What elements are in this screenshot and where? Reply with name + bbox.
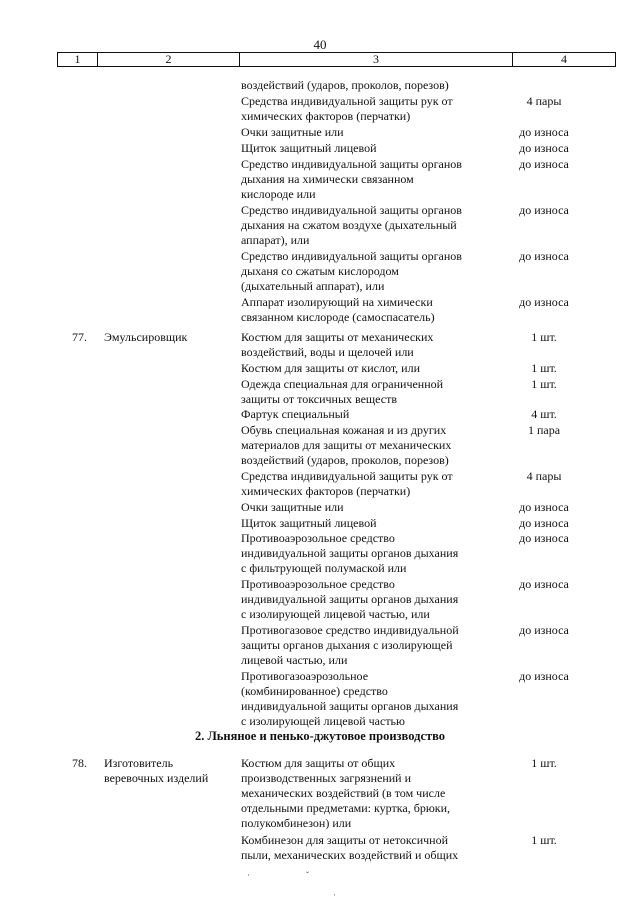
item-name-line: Очки защитные или [241, 125, 344, 139]
item-name [241, 157, 491, 202]
item-name-line: воздействий (ударов, проколов, порезов) [241, 453, 449, 468]
item-name-line: с изолирующей лицевой частью, или [241, 607, 430, 622]
issue-norm: 4 пары [526, 468, 562, 483]
item-name-line: производственных загрязнений и [241, 771, 412, 785]
scan-speck: · [333, 890, 336, 900]
item-name-line: индивидуальной защиты органов дыхания [241, 546, 459, 561]
item-name-line: Костюм для защиты от общих [241, 756, 396, 770]
item-name [241, 125, 491, 140]
issue-norm: до износа [519, 668, 569, 683]
list-item [241, 516, 601, 531]
item-name [241, 833, 491, 863]
item-name-line: с фильтрующей полумаской или [241, 561, 407, 576]
item-name-line: (дыхательный аппарат), или [241, 279, 385, 293]
item-name-line: лицевой частью, или [241, 652, 348, 667]
item-name-line: Щиток защитный лицевой [241, 141, 377, 155]
list-item [241, 531, 601, 576]
item-name-line: Комбинезон для защиты от нетоксичной [241, 832, 449, 847]
column-header-row [57, 52, 616, 67]
item-name-line: механических воздействий (в том числе [241, 786, 446, 800]
item-name [241, 623, 491, 668]
item-name [241, 407, 491, 422]
item-name [241, 669, 491, 729]
item-name-line: Очки защитные или [241, 499, 344, 514]
issue-norm: 1 шт. [531, 832, 557, 847]
item-name-line: Средство индивидуальной защиты органов [241, 249, 462, 263]
list-item [241, 577, 601, 622]
list-item [241, 669, 601, 729]
item-name [241, 756, 491, 831]
list-item [241, 249, 601, 294]
item-name-line: отдельными предметами: куртка, брюки, [241, 801, 451, 815]
item-name-line: химических факторов (перчатки) [241, 483, 411, 498]
protective-items [241, 756, 601, 864]
profession-name [104, 330, 234, 345]
profession-line: веревочных изделий [104, 771, 209, 785]
list-item [241, 500, 601, 515]
item-name [241, 249, 491, 294]
list-item [241, 407, 601, 422]
issue-norm: до износа [519, 577, 569, 592]
item-name-line: кислороде или [241, 187, 316, 201]
item-name-line: химических факторов (перчатки) [241, 109, 411, 123]
list-item [241, 94, 601, 124]
item-name [241, 203, 491, 248]
list-item [241, 623, 601, 668]
scan-speck: · [247, 870, 250, 880]
list-item [241, 330, 601, 360]
item-name-line: воздействий (ударов, проколов, порезов) [241, 78, 449, 92]
issue-norm: до износа [519, 141, 569, 155]
issue-norm: до износа [519, 499, 569, 514]
item-name [241, 330, 491, 360]
column-header-4: 4 [513, 53, 616, 67]
issue-norm: 1 пара [527, 423, 561, 438]
item-name [241, 469, 491, 499]
item-name [241, 531, 491, 576]
item-name [241, 577, 491, 622]
item-name-line: связанном кислороде (самоспасатель) [241, 310, 435, 324]
item-name-line: Средства индивидуальной защиты рук от [241, 94, 453, 108]
list-item [241, 78, 601, 93]
item-name-line: Обувь специальная кожаная и из других [241, 423, 447, 438]
list-item [241, 295, 601, 325]
list-item [241, 423, 601, 468]
item-name-line: Одежда специальная для ограниченной [241, 376, 444, 391]
item-name-line: дыхания на сжатом воздухе (дыхательный [241, 218, 457, 232]
item-name-line: дыханя со сжатым кислородом [241, 264, 399, 278]
item-name-line: Противогазовое средство индивидуальной [241, 622, 459, 637]
item-name-line: Аппарат изолирующий на химически [241, 295, 433, 309]
row-number: 77. [72, 330, 87, 344]
list-item [241, 125, 601, 140]
item-name [241, 423, 491, 468]
list-item [241, 157, 601, 202]
item-name-line: пыли, механических воздействий и общих [241, 847, 459, 862]
section-heading: 2. Льняное и пенько-джутовое производство [194, 729, 446, 743]
item-name-line: Костюм для защиты от кислот, или [241, 360, 420, 375]
issue-norm: 1 шт. [531, 376, 557, 391]
item-name-line: индивидуальной защиты органов дыхания [241, 698, 459, 713]
item-name-line: с изолирующей лицевой частью [241, 713, 405, 728]
item-name-line: воздействий, воды и щелочей или [241, 345, 414, 359]
protective-items [241, 330, 601, 730]
list-item [241, 141, 601, 156]
protective-items [241, 78, 601, 326]
item-name [241, 377, 491, 407]
column-header-2: 2 [98, 53, 240, 67]
row-number: 78. [72, 756, 87, 770]
item-name-line: Средство индивидуальной защиты органов [241, 157, 462, 171]
item-name [241, 295, 491, 325]
issue-norm: до износа [519, 249, 569, 263]
issue-norm: до износа [519, 125, 569, 139]
item-name [241, 141, 491, 156]
item-name-line: защиты от токсичных веществ [241, 391, 398, 406]
item-name [241, 500, 491, 515]
list-item [241, 756, 601, 831]
scan-speck: ˇ [306, 870, 309, 880]
issue-norm: до износа [519, 515, 569, 530]
issue-norm: до износа [519, 157, 569, 171]
item-name [241, 516, 491, 531]
list-item [241, 203, 601, 248]
list-item [241, 469, 601, 499]
profession-line: Эмульсировщик [104, 330, 188, 344]
item-name-line: Костюм для защиты от механических [241, 330, 434, 344]
list-item [241, 361, 601, 376]
page-number: 40 [313, 37, 327, 52]
profession-name [104, 756, 234, 786]
list-item [241, 377, 601, 407]
item-name-line: Фартук специальный [241, 407, 350, 422]
issue-norm: 1 шт. [531, 756, 557, 770]
item-name-line: полукомбинезон) или [241, 816, 352, 830]
issue-norm: до износа [519, 622, 569, 637]
item-name-line: Средства индивидуальной защиты рук от [241, 468, 453, 483]
issue-norm: 4 шт. [531, 407, 557, 422]
item-name [241, 94, 491, 124]
item-name [241, 78, 491, 93]
issue-norm: до износа [519, 295, 569, 309]
issue-norm: до износа [519, 203, 569, 217]
item-name-line: дыхания на химически связанном [241, 172, 414, 186]
profession-line: Изготовитель [104, 756, 174, 770]
item-name-line: индивидуальной защиты органов дыхания [241, 592, 459, 607]
column-header-3: 3 [240, 53, 513, 67]
issue-norm: 1 шт. [531, 360, 557, 375]
issue-norm: до износа [519, 531, 569, 546]
item-name-line: Средство индивидуальной защиты органов [241, 203, 462, 217]
issue-norm: 4 пары [526, 94, 562, 108]
item-name-line: (комбинированное) средство [241, 683, 388, 698]
item-name [241, 361, 491, 376]
item-name-line: Противоаэрозольное средство [241, 531, 395, 546]
item-name-line: Противогазоаэрозольное [241, 668, 369, 683]
item-name-line: защиты органов дыхания с изолирующей [241, 637, 453, 652]
list-item [241, 833, 601, 863]
item-name-line: Щиток защитный лицевой [241, 515, 377, 530]
issue-norm: 1 шт. [531, 330, 557, 344]
column-header-1: 1 [58, 53, 98, 67]
item-name-line: материалов для защиты от механических [241, 438, 452, 453]
item-name-line: Противоаэрозольное средство [241, 577, 395, 592]
item-name-line: аппарат), или [241, 233, 310, 247]
